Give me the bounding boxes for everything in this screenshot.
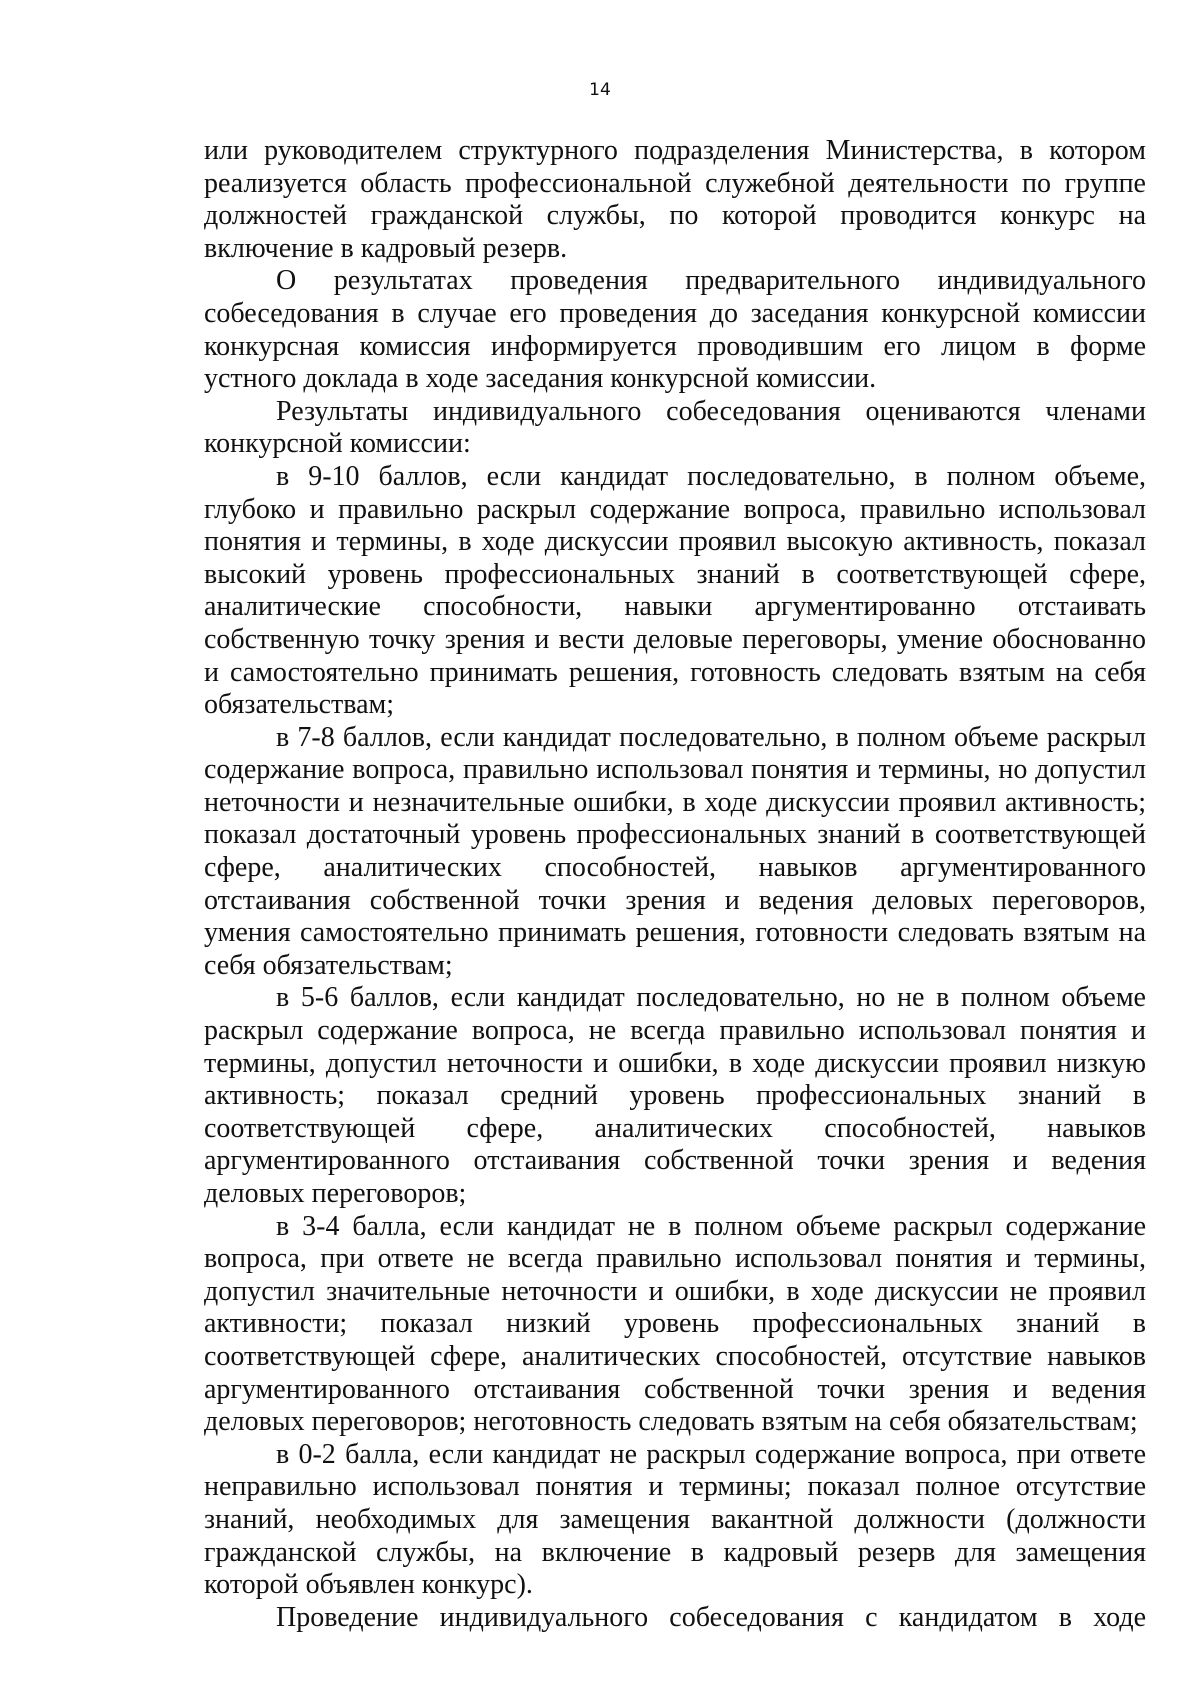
- paragraph-score-0-2: в 0-2 балла, если кандидат не раскрыл содержание вопроса, при ответе неправильно использовал понятия и термины; показал полное отсутствие знаний, необходимых для замещения вакантной должности (должности гражданской службы, на включение в кадровый резерв для замещения которой объявлен конкурс).: [204, 1438, 1146, 1601]
- paragraph-results-report: О результатах проведения предварительного индивидуального собеседования в случае его проведения до заседания конкурсной комиссии конкурсная комиссия информируется проводившим его лицом в форме устного доклада в ходе заседания конкурсной комиссии.: [204, 265, 1146, 395]
- paragraph-evaluation-intro: Результаты индивидуального собеседования оцениваются членами конкурсной комиссии:: [204, 395, 1146, 460]
- paragraph-score-7-8: в 7-8 баллов, если кандидат последовательно, в полном объеме раскрыл содержание вопроса, правильно использовал понятия и термины, но допустил неточности и незначительные ошибки, в ходе дискуссии проявил активность; показал достаточный уровень профессиональных знаний в соответствующей сфере, аналитических способностей, навыков аргументированного отстаивания собственной точки зрения и ведения деловых переговоров, умения самостоятельно принимать решения, готовности следовать взятым на себя обязательствам;: [204, 721, 1146, 981]
- document-body: [204, 135, 1146, 1634]
- paragraph-score-3-4: в 3-4 балла, если кандидат не в полном объеме раскрыл содержание вопроса, при ответе не всегда правильно использовал понятия и термины, допустил значительные неточности и ошибки, в ходе дискуссии не проявил активности; показал низкий уровень профессиональных знаний в соответствующей сфере, аналитических способностей, отсутствие навыков аргументированного отстаивания собственной точки зрения и ведения деловых переговоров; неготовность следовать взятым на себя обязательствам;: [204, 1210, 1146, 1438]
- page-number: 14: [589, 80, 611, 100]
- paragraph-continuation: или руководителем структурного подразделения Министерства, в котором реализуется область профессиональной служебной деятельности по группе должностей гражданской службы, по которой проводится конкурс на включение в кадровый резерв.: [204, 135, 1146, 264]
- paragraph-trailing: Проведение индивидуального собеседования с кандидатом в ходе: [276, 1601, 1146, 1633]
- paragraph-score-9-10: в 9-10 баллов, если кандидат последовательно, в полном объеме, глубоко и правильно раскрыл содержание вопроса, правильно использовал понятия и термины, в ходе дискуссии проявил высокую активность, показал высокий уровень профессиональных знаний в соответствующей сфере, аналитические способности, навыки аргументированно отстаивать собственную точку зрения и вести деловые переговоры, умение обоснованно и самостоятельно принимать решения, готовность следовать взятым на себя обязательствам;: [204, 460, 1146, 721]
- paragraph-score-5-6: в 5-6 баллов, если кандидат последовательно, но не в полном объеме раскрыл содержание вопроса, не всегда правильно использовал понятия и термины, допустил неточности и ошибки, в ходе дискуссии проявил низкую активность; показал средний уровень профессиональных знаний в соответствующей сфере, аналитических способностей, навыков аргументированного отстаивания собственной точки зрения и ведения деловых переговоров;: [204, 982, 1146, 1209]
